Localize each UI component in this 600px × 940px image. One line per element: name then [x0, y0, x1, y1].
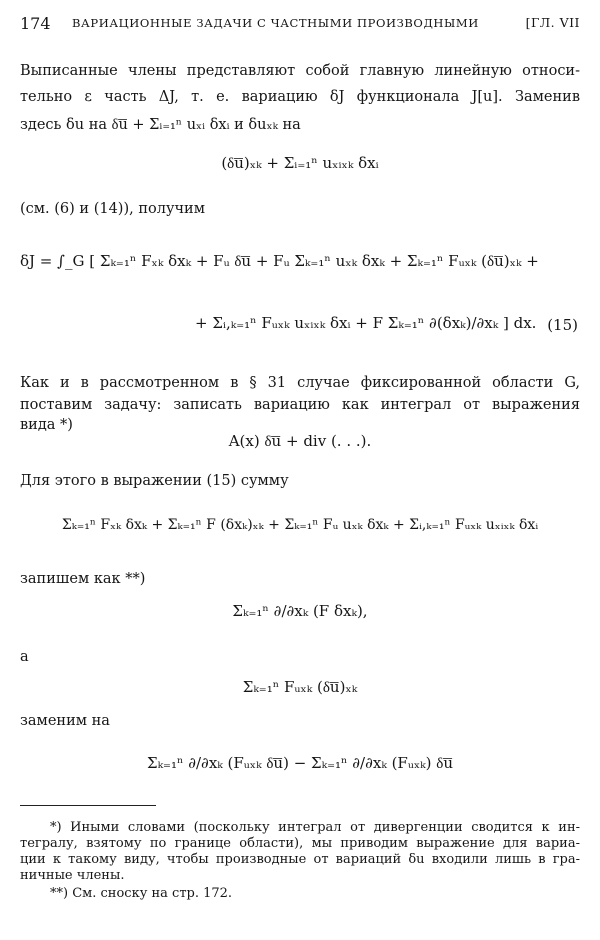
footnote-rule — [20, 805, 156, 806]
equation-15-line-1: δJ = ∫_G [ Σₖ₌₁ⁿ Fₓₖ δxₖ + Fᵤ δ͞u + Fᵤ Σₖ₌₁ⁿ uₓₖ δxₖ + Σₖ₌₁ⁿ Fᵤₓₖ (δ͞u)ₓₖ + — [20, 252, 539, 270]
equation-divergence: Σₖ₌₁ⁿ ∂/∂xₖ (F δxₖ), — [232, 602, 368, 620]
paragraph-1-line-3: здесь δu на δ͞u + Σᵢ₌₁ⁿ uₓᵢ δxᵢ и δuₓₖ на — [20, 117, 301, 133]
equation-replacement: Σₖ₌₁ⁿ ∂/∂xₖ (Fᵤₓₖ δ͞u) − Σₖ₌₁ⁿ ∂/∂xₖ (Fᵤₓₖ) δ͞u — [146, 754, 453, 772]
page-header — [20, 14, 580, 36]
paragraph-1-line-2: тельно ε часть ΔJ, т. е. вариацию δJ функционала J[u]. Заменив — [20, 89, 580, 105]
equation-term: Σₖ₌₁ⁿ Fᵤₓₖ (δ͞u)ₓₖ — [242, 678, 358, 696]
equation-variation-form: A(x) δ͞u + div (. . .). — [228, 432, 372, 450]
paragraph-3-line-3: вида *) — [20, 417, 73, 433]
footnote-1-line-4: ничные члены. — [20, 868, 125, 883]
running-title: ВАРИАЦИОННЫЕ ЗАДАЧИ С ЧАСТНЫМИ ПРОИЗВОДНЫМИ — [72, 16, 479, 30]
paragraph-5: запишем как **) — [20, 571, 146, 587]
footnote-2: **) См. сноску на стр. 172. — [50, 886, 233, 901]
equation-15-line-2: + Σᵢ,ₖ₌₁ⁿ Fᵤₓₖ uₓᵢₓₖ δxᵢ + F Σₖ₌₁ⁿ ∂(δxₖ)/∂xₖ ] dx. — [195, 314, 537, 332]
paragraph-4: Для этого в выражении (15) сумму — [20, 473, 289, 489]
equation-15-number: (15) — [547, 316, 578, 334]
footnote-1-line-1: *) Иными словами (поскольку интеграл от дивергенции сводится к ин- — [50, 820, 580, 835]
footnote-1-line-2: тегралу, взятому по границе области), мы приводим выражение для вариа- — [20, 836, 580, 851]
footnote-1-line-3: ции к такому виду, чтобы производные от вариаций δu входили лишь в гра- — [20, 852, 580, 867]
paragraph-2: (см. (6) и (14)), получим — [20, 201, 206, 217]
page-number: 174 — [20, 14, 51, 33]
paragraph-1-line-1: Выписанные члены представляют собой главную линейную относи- — [20, 63, 580, 79]
equation-sum: Σₖ₌₁ⁿ Fₓₖ δxₖ + Σₖ₌₁ⁿ F (δxₖ)ₓₖ + Σₖ₌₁ⁿ Fᵤ uₓₖ δxₖ + Σᵢ,ₖ₌₁ⁿ Fᵤₓₖ uₓᵢₓₖ δxᵢ — [61, 517, 539, 533]
equation-substitution: (δ͞u)ₓₖ + Σᵢ₌₁ⁿ uₓᵢₓₖ δxᵢ — [221, 154, 379, 172]
paragraph-7: заменим на — [20, 713, 110, 729]
chapter-label: [ГЛ. VII — [525, 15, 580, 30]
paragraph-3-line-2: поставим задачу: записать вариацию как интеграл от выражения — [20, 397, 580, 413]
paragraph-3-line-1: Как и в рассмотренном в § 31 случае фиксированной области G, — [20, 375, 580, 391]
paragraph-6: а — [20, 649, 29, 665]
